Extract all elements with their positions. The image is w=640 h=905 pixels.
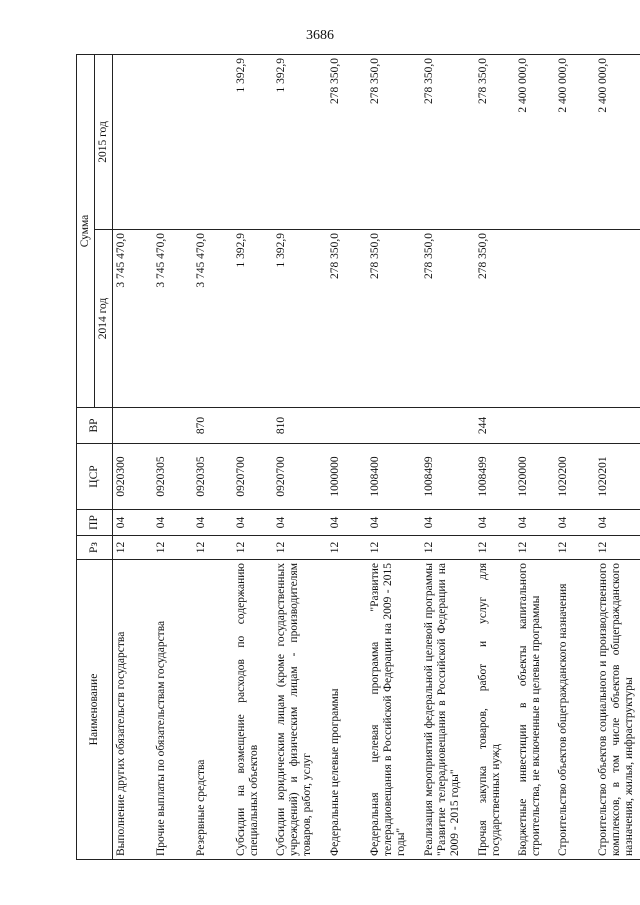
row-rz: 12 [515, 536, 555, 560]
table-row [515, 54, 555, 859]
row-pr: 04 [555, 510, 595, 536]
header-vr: ВР [77, 408, 113, 444]
header-rz: Рз [77, 536, 113, 560]
row-rz: 12 [113, 536, 153, 560]
row-csr: 0920700 [233, 444, 273, 510]
rotated-sheet [76, 55, 635, 860]
row-vr [113, 408, 153, 444]
row-rz: 12 [367, 536, 421, 560]
row-pr: 04 [421, 510, 475, 536]
row-2014 [515, 230, 555, 408]
row-2014: 3 745 470,0 [153, 230, 193, 408]
row-vr: 870 [193, 408, 233, 444]
row-2015: 2 400 000,0 [595, 54, 640, 229]
row-csr: 0920300 [113, 444, 153, 510]
row-name: Реализация мероприятий федеральной целевой программы "Развитие телерадиовещания в Российской Федерации на 2009 - 2015 годы" [421, 560, 475, 860]
row-csr: 0920700 [273, 444, 327, 510]
row-2015: 1 392,9 [233, 54, 273, 229]
table-row [153, 54, 193, 859]
row-2015: 278 350,0 [421, 54, 475, 229]
row-rz: 12 [273, 536, 327, 560]
table-row [475, 54, 515, 859]
row-pr: 04 [193, 510, 233, 536]
row-2014: 1 392,9 [273, 230, 327, 408]
header-sum: Сумма [77, 54, 95, 407]
header-csr: ЦСР [77, 444, 113, 510]
row-csr: 0920305 [193, 444, 233, 510]
row-csr: 1008499 [421, 444, 475, 510]
row-2014: 3 745 470,0 [193, 230, 233, 408]
row-vr [153, 408, 193, 444]
row-2015: 278 350,0 [327, 54, 367, 229]
row-pr: 04 [153, 510, 193, 536]
row-rz: 12 [233, 536, 273, 560]
table-header [77, 54, 113, 859]
row-vr [367, 408, 421, 444]
row-rz: 12 [475, 536, 515, 560]
row-name: Строительство объектов социального и производственного комплексов, в том числе объектов общегражданского назначения, жилья, инфраструктуры [595, 560, 640, 860]
row-name: Резервные средства [193, 560, 233, 860]
row-pr: 04 [367, 510, 421, 536]
table-row [367, 54, 421, 859]
header-2014: 2014 год [95, 230, 113, 408]
row-rz: 12 [327, 536, 367, 560]
row-2014: 278 350,0 [475, 230, 515, 408]
row-pr: 04 [327, 510, 367, 536]
row-vr [515, 408, 555, 444]
row-2015: 2 400 000,0 [515, 54, 555, 229]
header-2015: 2015 год [95, 54, 113, 229]
row-2015: 2 400 000,0 [555, 54, 595, 229]
table-row [327, 54, 367, 859]
row-2015: 1 392,9 [273, 54, 327, 229]
row-rz: 12 [153, 536, 193, 560]
row-pr: 04 [515, 510, 555, 536]
row-pr: 04 [595, 510, 640, 536]
row-name: Прочие выплаты по обязательствам государства [153, 560, 193, 860]
row-vr [595, 408, 640, 444]
row-rz: 12 [555, 536, 595, 560]
row-2015: 278 350,0 [475, 54, 515, 229]
row-vr: 810 [273, 408, 327, 444]
row-csr: 0920305 [153, 444, 193, 510]
row-csr: 1020200 [555, 444, 595, 510]
header-name: Наименование [77, 560, 113, 860]
row-name: Бюджетные инвестиции в объекты капитального строительства, не включенные в целевые программы [515, 560, 555, 860]
row-2014: 1 392,9 [233, 230, 273, 408]
row-rz: 12 [193, 536, 233, 560]
row-name: Федеральные целевые программы [327, 560, 367, 860]
row-csr: 1020000 [515, 444, 555, 510]
row-csr: 1008400 [367, 444, 421, 510]
row-2015: 278 350,0 [367, 54, 421, 229]
row-name: Прочая закупка товаров, работ и услуг для государственных нужд [475, 560, 515, 860]
row-2015 [113, 54, 153, 229]
table-row [193, 54, 233, 859]
row-pr: 04 [233, 510, 273, 536]
row-pr: 04 [273, 510, 327, 536]
table-row [421, 54, 475, 859]
row-pr: 04 [113, 510, 153, 536]
row-vr: 244 [475, 408, 515, 444]
table-row [555, 54, 595, 859]
budget-table [76, 54, 640, 860]
header-pr: ПР [77, 510, 113, 536]
row-name: Субсидии юридическим лицам (кроме государственных учреждений) и физическим лицам - производителям товаров, работ, услуг [273, 560, 327, 860]
row-2015 [193, 54, 233, 229]
table-body [113, 54, 640, 859]
row-name: Выполнение других обязательств государства [113, 560, 153, 860]
row-name: Федеральная целевая программа "Развитие телерадиовещания в Российской Федерации на 2009 - 2015 годы" [367, 560, 421, 860]
table-row [113, 54, 153, 859]
table-row [595, 54, 640, 859]
row-csr: 1020201 [595, 444, 640, 510]
row-2014 [595, 230, 640, 408]
row-2014 [555, 230, 595, 408]
row-vr [233, 408, 273, 444]
row-2014: 3 745 470,0 [113, 230, 153, 408]
row-2015 [153, 54, 193, 229]
row-vr [327, 408, 367, 444]
row-2014: 278 350,0 [367, 230, 421, 408]
row-vr [421, 408, 475, 444]
row-2014: 278 350,0 [327, 230, 367, 408]
row-vr [555, 408, 595, 444]
row-csr: 1008499 [475, 444, 515, 510]
row-name: Субсидии на возмещение расходов по содержанию специальных объектов [233, 560, 273, 860]
row-2014: 278 350,0 [421, 230, 475, 408]
row-csr: 1000000 [327, 444, 367, 510]
row-rz: 12 [595, 536, 640, 560]
row-name: Строительство объектов общегражданского назначения [555, 560, 595, 860]
row-pr: 04 [475, 510, 515, 536]
row-rz: 12 [421, 536, 475, 560]
table-row [233, 54, 273, 859]
page-number: 3686 [306, 28, 334, 43]
table-row [273, 54, 327, 859]
